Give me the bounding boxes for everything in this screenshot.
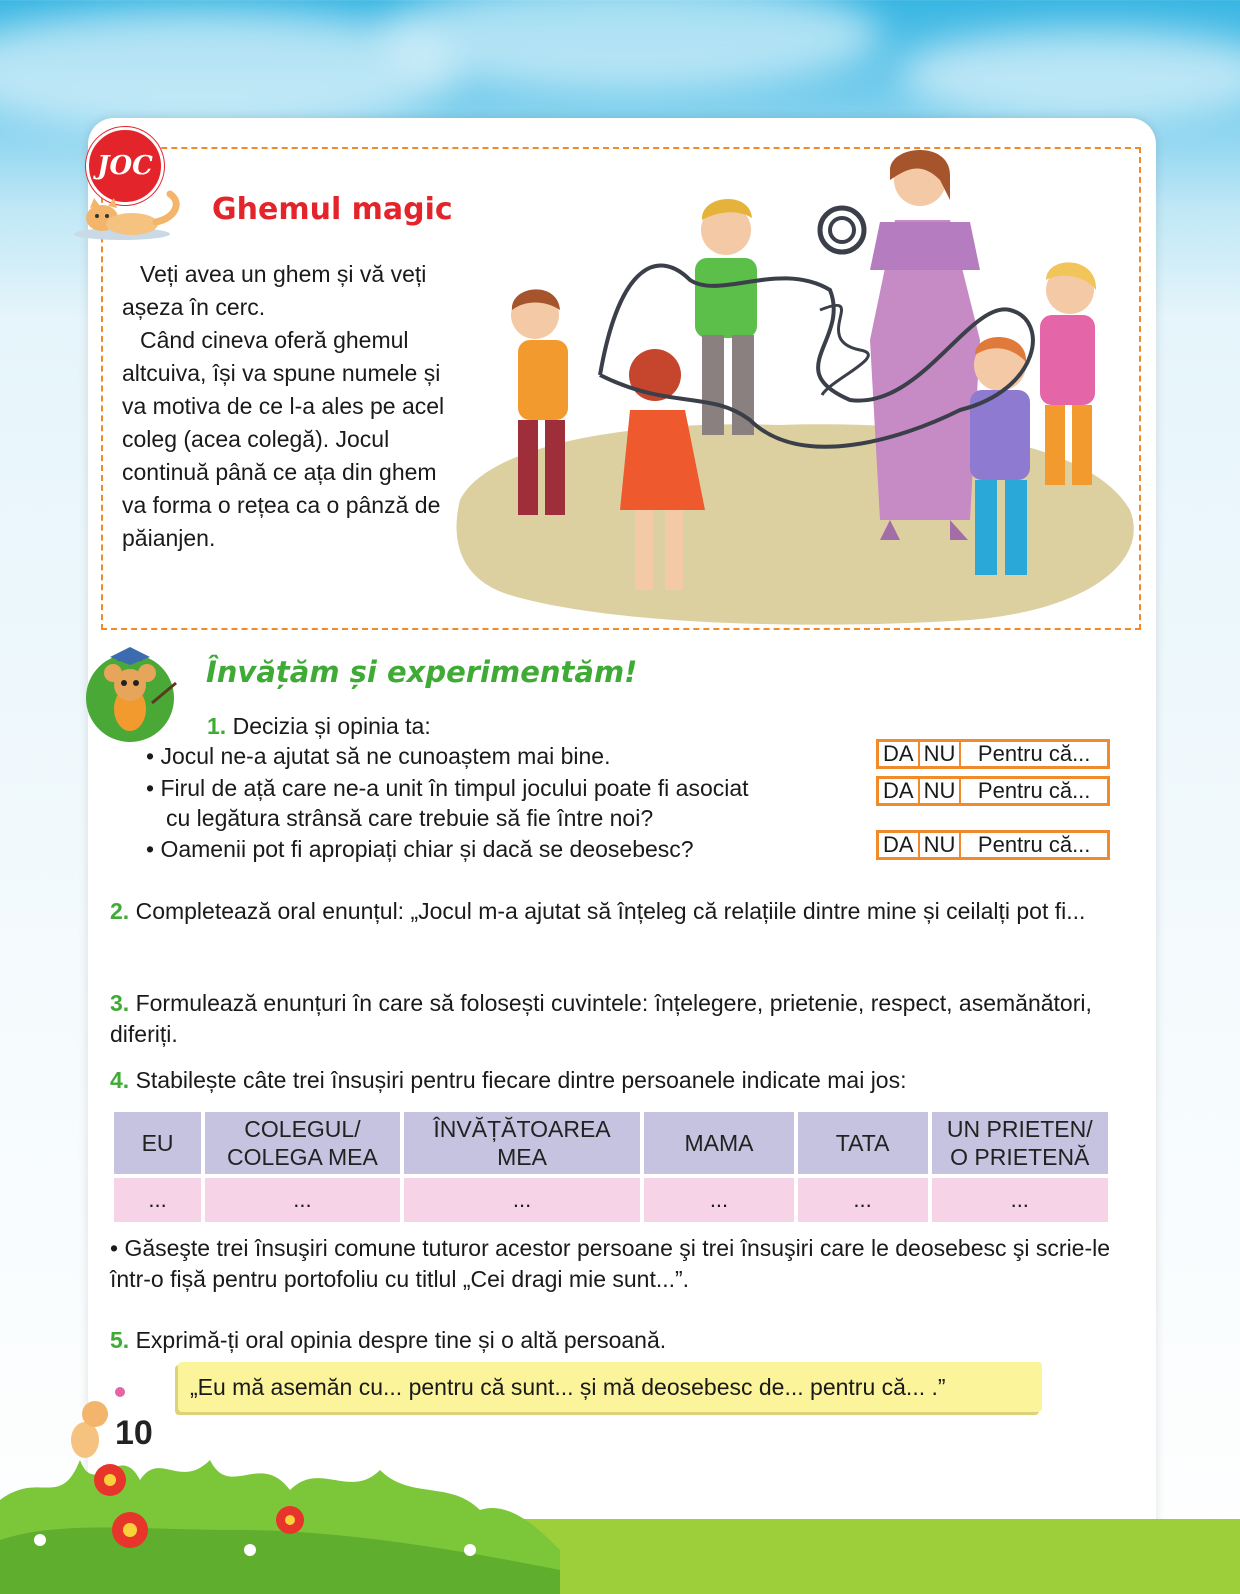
answer-box[interactable]: [876, 776, 1110, 806]
table-cell[interactable]: ...: [404, 1178, 641, 1222]
table-header-row: [114, 1112, 1108, 1174]
page-number: 10: [115, 1414, 153, 1452]
column-header: TATA: [798, 1112, 928, 1174]
column-header: EU: [114, 1112, 201, 1174]
game-title: Ghemul magic: [212, 192, 453, 227]
answer-because[interactable]: Pentru că...: [977, 741, 1091, 766]
question-5: [110, 1325, 1100, 1356]
q1-bullet: • Oamenii pot fi apropiați chiar și dacă se deosebesc?: [146, 836, 694, 862]
cat-icon: [72, 188, 190, 248]
table-cell[interactable]: ...: [798, 1178, 928, 1222]
answer-box[interactable]: [876, 739, 1110, 769]
answer-yes[interactable]: DA: [879, 779, 920, 803]
quote-box: „Eu mă asemăn cu... pentru că sunt... și mă deosebesc de... pentru că... .”: [178, 1362, 1042, 1412]
column-header: ÎNVĂȚĂTOAREA MEA: [404, 1112, 641, 1174]
answer-yes[interactable]: DA: [879, 833, 920, 857]
answer-no[interactable]: NU: [920, 833, 962, 857]
question-text: Completează oral enunțul: „Jocul m-a ajutat să înțeleg că relațiile dintre mine și ceilalți pot fi...: [135, 898, 1086, 924]
question-number: 2.: [110, 898, 130, 924]
question-text: Stabilește câte trei însușiri pentru fiecare dintre persoanele indicate mai jos:: [135, 1067, 907, 1093]
game-instructions: [122, 258, 452, 555]
question-text: Exprimă-ți oral opinia despre tine și o altă persoană.: [135, 1327, 667, 1353]
column-header: UN PRIETEN/ O PRIETENĂ: [932, 1112, 1109, 1174]
table-cell[interactable]: ...: [114, 1178, 201, 1222]
q4-note: • Găseşte trei însuşiri comune tuturor acestor persoane şi trei însuşiri care le deosebesc şi scrie-le într-o fișă pentru portofoliu cu titlul „Cei dragi mie sunt...”.: [110, 1235, 1111, 1292]
answer-because[interactable]: Pentru că...: [977, 778, 1091, 803]
question-number: 4.: [110, 1067, 130, 1093]
column-header: COLEGUL/ COLEGA MEA: [205, 1112, 400, 1174]
answer-box[interactable]: [876, 830, 1110, 860]
joc-badge: JOC: [86, 127, 164, 205]
game-paragraph: Când cineva oferă ghemul altcuiva, își va spune numele și va motiva de ce l-a ales pe acel coleg (acea colegă). Jocul continuă până ce ața din ghem va forma o rețea ca o pânză de păianjen.: [122, 327, 445, 551]
answer-no[interactable]: NU: [920, 779, 962, 803]
answer-because[interactable]: Pentru că...: [977, 832, 1091, 857]
question-number: 1.: [207, 713, 227, 739]
section-title: Învățăm și experimentăm!: [206, 655, 638, 689]
question-1: [207, 713, 431, 740]
question-number: 5.: [110, 1327, 130, 1353]
question-3: [110, 988, 1100, 1050]
answer-no[interactable]: NU: [920, 742, 962, 766]
question-number: 3.: [110, 990, 130, 1016]
question-4: [110, 1065, 1100, 1096]
children-yarn-illustration: [450, 140, 1150, 630]
question-text: Decizia și opinia ta:: [232, 713, 431, 739]
answer-yes[interactable]: DA: [879, 742, 920, 766]
table-row: [114, 1178, 1108, 1222]
table-cell[interactable]: ...: [932, 1178, 1109, 1222]
traits-table: [110, 1108, 1112, 1226]
q1-bullet: • Jocul ne-a ajutat să ne cunoaștem mai bine.: [146, 743, 611, 769]
table-cell[interactable]: ...: [644, 1178, 793, 1222]
question-text: Formulează enunțuri în care să folosești cuvintele: înțelegere, prietenie, respect, asemănători, diferiți.: [110, 990, 1092, 1047]
mouse-graduate-icon: [80, 643, 180, 743]
cloud: [900, 30, 1240, 120]
question-2: [110, 896, 1100, 927]
q1-bullet: • Firul de ață care ne-a unit în timpul jocului poate fi asociat: [146, 775, 749, 801]
game-paragraph: Veți avea un ghem și vă veți așeza în cerc.: [122, 261, 427, 320]
q1-bullet-continuation: cu legătura strânsă care trebuie să fie între noi?: [166, 805, 654, 831]
table-cell[interactable]: ...: [205, 1178, 400, 1222]
grass-flowers-decoration: [0, 1380, 560, 1594]
column-header: MAMA: [644, 1112, 793, 1174]
